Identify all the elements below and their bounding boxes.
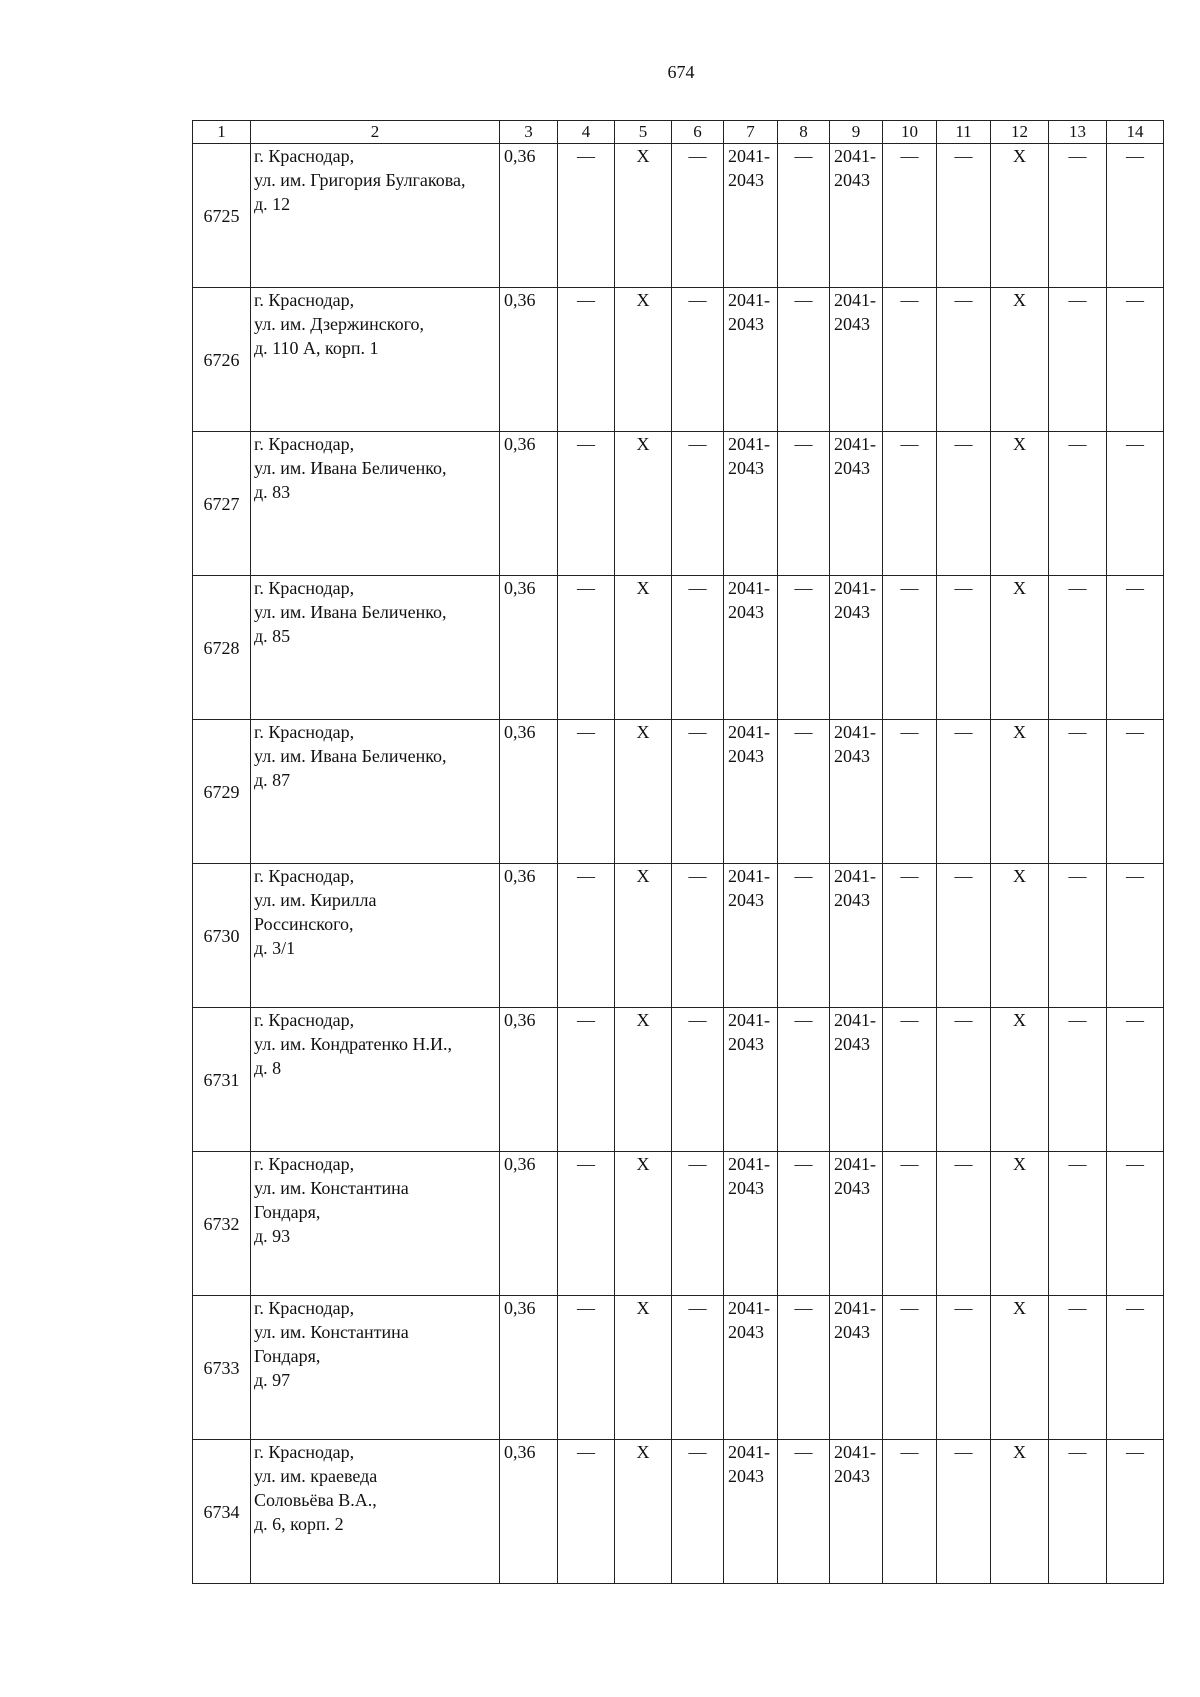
address-line: д. 83 bbox=[254, 482, 291, 502]
dash-cell: — bbox=[1049, 1152, 1107, 1296]
period-line: 2043 bbox=[834, 890, 870, 910]
dash-cell: — bbox=[883, 144, 937, 288]
mark-cell: Х bbox=[991, 1152, 1049, 1296]
dash-cell: — bbox=[1107, 1296, 1164, 1440]
value-cell: 0,36 bbox=[500, 864, 558, 1008]
address-line: г. Краснодар, bbox=[254, 722, 355, 742]
address-line: д. 3/1 bbox=[254, 938, 296, 958]
dash-cell: — bbox=[883, 1440, 937, 1584]
dash-cell: — bbox=[1049, 720, 1107, 864]
column-header: 2 bbox=[251, 121, 500, 144]
address-line: Гондаря, bbox=[254, 1202, 321, 1222]
period-cell bbox=[724, 1296, 778, 1440]
table-row bbox=[193, 1008, 1164, 1152]
dash-cell: — bbox=[937, 1296, 991, 1440]
column-header: 3 bbox=[500, 121, 558, 144]
dash-cell: — bbox=[883, 432, 937, 576]
row-number: 6725 bbox=[193, 144, 251, 288]
column-header: 4 bbox=[558, 121, 615, 144]
row-number: 6726 bbox=[193, 288, 251, 432]
dash-cell: — bbox=[1049, 1008, 1107, 1152]
dash-cell: — bbox=[672, 1152, 724, 1296]
table-row bbox=[193, 288, 1164, 432]
period-line: 2043 bbox=[834, 1178, 870, 1198]
address-line: г. Краснодар, bbox=[254, 1010, 355, 1030]
period-cell bbox=[830, 144, 883, 288]
period-line: 2043 bbox=[834, 602, 870, 622]
period-line: 2041- bbox=[728, 1442, 770, 1462]
dash-cell: — bbox=[1049, 864, 1107, 1008]
address-line: ул. им. Ивана Беличенко, bbox=[254, 602, 447, 622]
address-line: ул. им. Ивана Беличенко, bbox=[254, 746, 447, 766]
dash-cell: — bbox=[883, 288, 937, 432]
period-line: 2043 bbox=[834, 170, 870, 190]
column-header: 12 bbox=[991, 121, 1049, 144]
row-number: 6727 bbox=[193, 432, 251, 576]
dash-cell: — bbox=[937, 864, 991, 1008]
address-line: д. 97 bbox=[254, 1370, 291, 1390]
dash-cell: — bbox=[1049, 288, 1107, 432]
period-cell bbox=[830, 720, 883, 864]
column-header: 14 bbox=[1107, 121, 1164, 144]
mark-cell: Х bbox=[615, 288, 672, 432]
period-line: 2043 bbox=[728, 890, 764, 910]
period-line: 2041- bbox=[834, 1442, 876, 1462]
dash-cell: — bbox=[937, 288, 991, 432]
address-line: д. 85 bbox=[254, 626, 291, 646]
column-header: 5 bbox=[615, 121, 672, 144]
address-line: Россинского, bbox=[254, 914, 354, 934]
period-line: 2043 bbox=[728, 458, 764, 478]
mark-cell: Х bbox=[991, 1296, 1049, 1440]
dash-cell: — bbox=[558, 1152, 615, 1296]
row-number: 6729 bbox=[193, 720, 251, 864]
period-line: 2041- bbox=[834, 722, 876, 742]
period-line: 2043 bbox=[834, 1034, 870, 1054]
mark-cell: Х bbox=[615, 1152, 672, 1296]
address-line: г. Краснодар, bbox=[254, 1442, 355, 1462]
period-line: 2041- bbox=[834, 146, 876, 166]
period-line: 2041- bbox=[728, 290, 770, 310]
address-line: д. 12 bbox=[254, 194, 291, 214]
period-line: 2041- bbox=[728, 722, 770, 742]
mark-cell: Х bbox=[991, 576, 1049, 720]
dash-cell: — bbox=[672, 1440, 724, 1584]
dash-cell: — bbox=[937, 1440, 991, 1584]
dash-cell: — bbox=[672, 576, 724, 720]
dash-cell: — bbox=[558, 864, 615, 1008]
dash-cell: — bbox=[558, 144, 615, 288]
value-cell: 0,36 bbox=[500, 288, 558, 432]
address-line: ул. им. Константина bbox=[254, 1322, 409, 1342]
dash-cell: — bbox=[1107, 1008, 1164, 1152]
period-cell bbox=[724, 432, 778, 576]
dash-cell: — bbox=[672, 864, 724, 1008]
period-line: 2041- bbox=[728, 434, 770, 454]
period-cell bbox=[830, 576, 883, 720]
dash-cell: — bbox=[1107, 144, 1164, 288]
period-line: 2043 bbox=[728, 1178, 764, 1198]
dash-cell: — bbox=[672, 432, 724, 576]
dash-cell: — bbox=[778, 576, 830, 720]
table-row bbox=[193, 1296, 1164, 1440]
period-line: 2041- bbox=[834, 290, 876, 310]
address-line: ул. им. краеведа bbox=[254, 1466, 378, 1486]
mark-cell: Х bbox=[615, 576, 672, 720]
address-line: Соловьёва В.А., bbox=[254, 1490, 377, 1510]
page-number: 674 bbox=[667, 62, 695, 82]
column-header: 11 bbox=[937, 121, 991, 144]
dash-cell: — bbox=[778, 1440, 830, 1584]
address-line: Гондаря, bbox=[254, 1346, 321, 1366]
address-cell bbox=[251, 576, 500, 720]
address-line: ул. им. Кондратенко Н.И., bbox=[254, 1034, 452, 1054]
address-line: д. 110 А, корп. 1 bbox=[254, 338, 379, 358]
period-cell bbox=[830, 1296, 883, 1440]
dash-cell: — bbox=[1049, 1440, 1107, 1584]
dash-cell: — bbox=[778, 1008, 830, 1152]
address-line: г. Краснодар, bbox=[254, 1154, 355, 1174]
mark-cell: Х bbox=[615, 1440, 672, 1584]
mark-cell: Х bbox=[991, 1008, 1049, 1152]
dash-cell: — bbox=[778, 288, 830, 432]
period-line: 2043 bbox=[728, 170, 764, 190]
dash-cell: — bbox=[1107, 432, 1164, 576]
column-header: 8 bbox=[778, 121, 830, 144]
dash-cell: — bbox=[558, 576, 615, 720]
dash-cell: — bbox=[883, 720, 937, 864]
dash-cell: — bbox=[672, 720, 724, 864]
address-line: г. Краснодар, bbox=[254, 1298, 355, 1318]
row-number: 6730 bbox=[193, 864, 251, 1008]
address-cell bbox=[251, 1152, 500, 1296]
table-row bbox=[193, 144, 1164, 288]
period-line: 2043 bbox=[728, 1322, 764, 1342]
dash-cell: — bbox=[1107, 1440, 1164, 1584]
address-line: ул. им. Дзержинского, bbox=[254, 314, 424, 334]
value-cell: 0,36 bbox=[500, 576, 558, 720]
period-line: 2043 bbox=[834, 1466, 870, 1486]
column-header: 6 bbox=[672, 121, 724, 144]
dash-cell: — bbox=[672, 288, 724, 432]
dash-cell: — bbox=[778, 432, 830, 576]
column-header: 10 bbox=[883, 121, 937, 144]
address-line: д. 8 bbox=[254, 1058, 282, 1078]
period-cell bbox=[724, 720, 778, 864]
period-line: 2043 bbox=[834, 746, 870, 766]
dash-cell: — bbox=[558, 288, 615, 432]
dash-cell: — bbox=[558, 1008, 615, 1152]
dash-cell: — bbox=[883, 1296, 937, 1440]
dash-cell: — bbox=[558, 432, 615, 576]
dash-cell: — bbox=[558, 1440, 615, 1584]
period-cell bbox=[830, 1008, 883, 1152]
address-cell bbox=[251, 1440, 500, 1584]
period-cell bbox=[724, 1008, 778, 1152]
dash-cell: — bbox=[778, 1296, 830, 1440]
table-row bbox=[193, 1152, 1164, 1296]
address-line: д. 93 bbox=[254, 1226, 291, 1246]
address-cell bbox=[251, 288, 500, 432]
value-cell: 0,36 bbox=[500, 432, 558, 576]
dash-cell: — bbox=[778, 1152, 830, 1296]
dash-cell: — bbox=[1049, 576, 1107, 720]
mark-cell: Х bbox=[991, 720, 1049, 864]
row-number: 6728 bbox=[193, 576, 251, 720]
mark-cell: Х bbox=[615, 1296, 672, 1440]
address-line: г. Краснодар, bbox=[254, 866, 355, 886]
row-number: 6733 bbox=[193, 1296, 251, 1440]
dash-cell: — bbox=[672, 1008, 724, 1152]
address-cell bbox=[251, 1296, 500, 1440]
period-line: 2043 bbox=[728, 602, 764, 622]
row-number: 6732 bbox=[193, 1152, 251, 1296]
period-cell bbox=[724, 1440, 778, 1584]
value-cell: 0,36 bbox=[500, 1296, 558, 1440]
value-cell: 0,36 bbox=[500, 1440, 558, 1584]
dash-cell: — bbox=[1107, 1152, 1164, 1296]
dash-cell: — bbox=[937, 576, 991, 720]
period-cell bbox=[724, 144, 778, 288]
column-number-row bbox=[193, 121, 1164, 144]
table-row bbox=[193, 864, 1164, 1008]
dash-cell: — bbox=[1107, 288, 1164, 432]
period-line: 2043 bbox=[834, 1322, 870, 1342]
dash-cell: — bbox=[883, 864, 937, 1008]
mark-cell: Х bbox=[615, 432, 672, 576]
mark-cell: Х bbox=[991, 288, 1049, 432]
period-line: 2043 bbox=[728, 746, 764, 766]
address-line: г. Краснодар, bbox=[254, 578, 355, 598]
address-cell bbox=[251, 720, 500, 864]
table-row bbox=[193, 432, 1164, 576]
period-line: 2041- bbox=[834, 578, 876, 598]
table-body bbox=[193, 144, 1164, 1584]
dash-cell: — bbox=[778, 144, 830, 288]
dash-cell: — bbox=[672, 1296, 724, 1440]
dash-cell: — bbox=[883, 576, 937, 720]
table-row bbox=[193, 720, 1164, 864]
period-line: 2043 bbox=[728, 314, 764, 334]
dash-cell: — bbox=[1049, 1296, 1107, 1440]
row-number: 6734 bbox=[193, 1440, 251, 1584]
dash-cell: — bbox=[883, 1008, 937, 1152]
dash-cell: — bbox=[778, 864, 830, 1008]
dash-cell: — bbox=[1049, 432, 1107, 576]
dash-cell: — bbox=[937, 720, 991, 864]
mark-cell: Х bbox=[615, 720, 672, 864]
column-header: 7 bbox=[724, 121, 778, 144]
period-line: 2043 bbox=[728, 1034, 764, 1054]
address-line: ул. им. Константина bbox=[254, 1178, 409, 1198]
value-cell: 0,36 bbox=[500, 1152, 558, 1296]
dash-cell: — bbox=[1107, 864, 1164, 1008]
period-cell bbox=[724, 864, 778, 1008]
period-line: 2041- bbox=[728, 578, 770, 598]
mark-cell: Х bbox=[991, 864, 1049, 1008]
period-cell bbox=[830, 1152, 883, 1296]
address-line: ул. им. Кирилла bbox=[254, 890, 377, 910]
value-cell: 0,36 bbox=[500, 144, 558, 288]
dash-cell: — bbox=[1049, 144, 1107, 288]
dash-cell: — bbox=[937, 144, 991, 288]
period-cell bbox=[830, 432, 883, 576]
dash-cell: — bbox=[1107, 720, 1164, 864]
address-line: д. 6, корп. 2 bbox=[254, 1514, 344, 1534]
registry-table bbox=[192, 120, 1164, 1584]
period-line: 2041- bbox=[728, 866, 770, 886]
column-header: 9 bbox=[830, 121, 883, 144]
address-line: г. Краснодар, bbox=[254, 146, 355, 166]
period-line: 2041- bbox=[834, 1154, 876, 1174]
period-cell bbox=[830, 288, 883, 432]
period-line: 2043 bbox=[834, 314, 870, 334]
period-line: 2043 bbox=[728, 1466, 764, 1486]
period-line: 2041- bbox=[834, 866, 876, 886]
address-line: д. 87 bbox=[254, 770, 291, 790]
period-line: 2041- bbox=[728, 146, 770, 166]
dash-cell: — bbox=[558, 720, 615, 864]
address-cell bbox=[251, 432, 500, 576]
dash-cell: — bbox=[937, 1008, 991, 1152]
address-line: г. Краснодар, bbox=[254, 290, 355, 310]
mark-cell: Х bbox=[615, 864, 672, 1008]
value-cell: 0,36 bbox=[500, 1008, 558, 1152]
period-cell bbox=[830, 864, 883, 1008]
period-cell bbox=[724, 288, 778, 432]
dash-cell: — bbox=[558, 1296, 615, 1440]
mark-cell: Х bbox=[991, 144, 1049, 288]
dash-cell: — bbox=[883, 1152, 937, 1296]
period-line: 2043 bbox=[834, 458, 870, 478]
period-line: 2041- bbox=[728, 1298, 770, 1318]
period-cell bbox=[724, 1152, 778, 1296]
address-cell bbox=[251, 1008, 500, 1152]
mark-cell: Х bbox=[615, 144, 672, 288]
period-line: 2041- bbox=[834, 1010, 876, 1030]
period-line: 2041- bbox=[728, 1154, 770, 1174]
row-number: 6731 bbox=[193, 1008, 251, 1152]
value-cell: 0,36 bbox=[500, 720, 558, 864]
address-cell bbox=[251, 144, 500, 288]
address-line: ул. им. Григория Булгакова, bbox=[254, 170, 466, 190]
period-line: 2041- bbox=[728, 1010, 770, 1030]
column-header: 13 bbox=[1049, 121, 1107, 144]
dash-cell: — bbox=[672, 144, 724, 288]
dash-cell: — bbox=[937, 1152, 991, 1296]
period-line: 2041- bbox=[834, 434, 876, 454]
period-cell bbox=[830, 1440, 883, 1584]
mark-cell: Х bbox=[991, 1440, 1049, 1584]
table-row bbox=[193, 576, 1164, 720]
dash-cell: — bbox=[1107, 576, 1164, 720]
mark-cell: Х bbox=[991, 432, 1049, 576]
address-line: ул. им. Ивана Беличенко, bbox=[254, 458, 447, 478]
address-line: г. Краснодар, bbox=[254, 434, 355, 454]
column-header: 1 bbox=[193, 121, 251, 144]
period-cell bbox=[724, 576, 778, 720]
mark-cell: Х bbox=[615, 1008, 672, 1152]
period-line: 2041- bbox=[834, 1298, 876, 1318]
address-cell bbox=[251, 864, 500, 1008]
dash-cell: — bbox=[937, 432, 991, 576]
dash-cell: — bbox=[778, 720, 830, 864]
table-row bbox=[193, 1440, 1164, 1584]
